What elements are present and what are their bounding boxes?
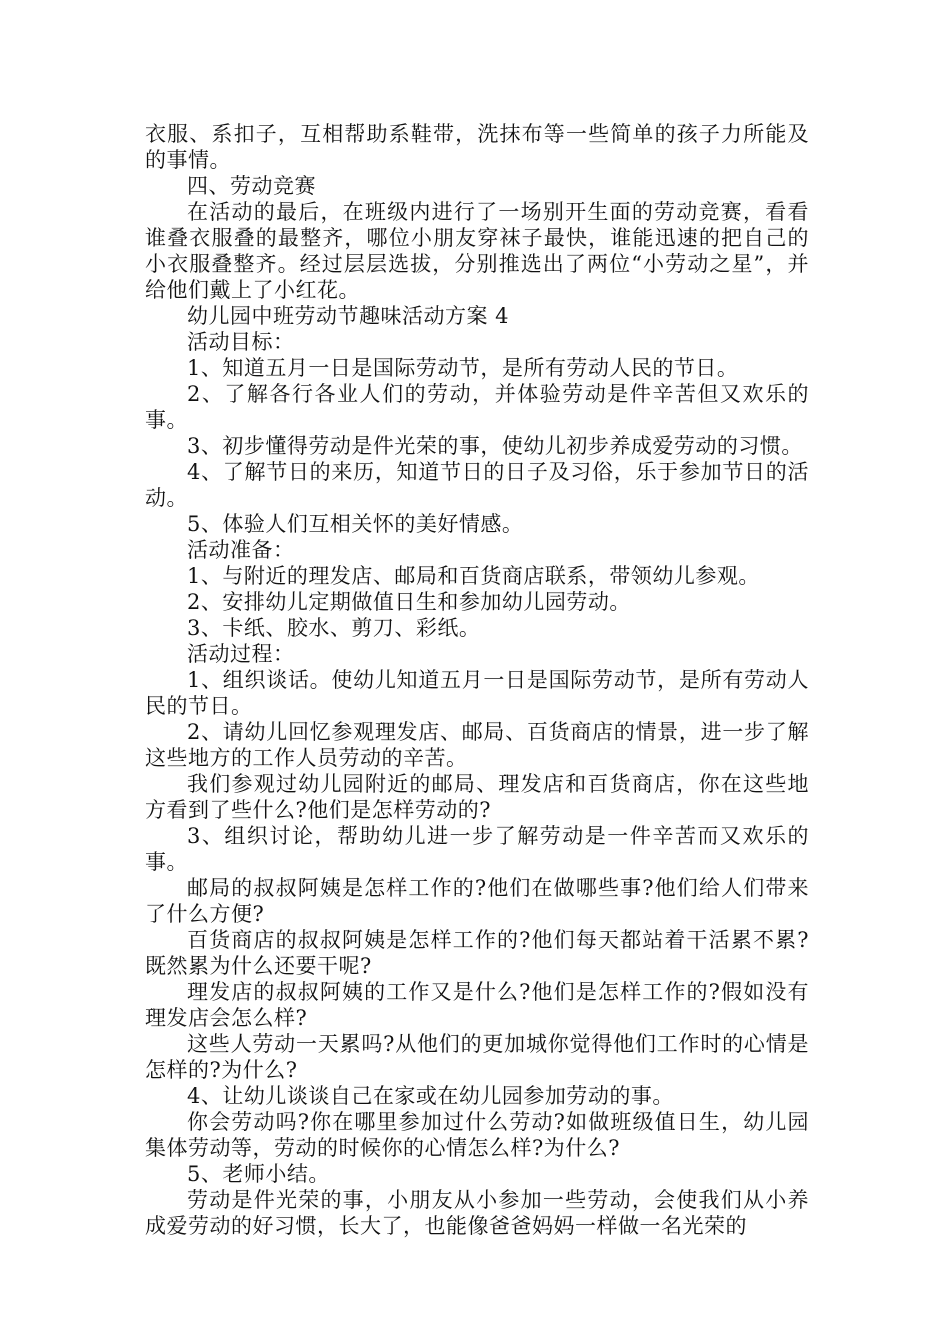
section-heading: 活动目标： xyxy=(187,330,295,354)
list-item: 4、了解节日的来历，知道节日的日子及习俗，乐于参加节日的活动。 xyxy=(145,460,809,510)
list-item: 1、组织谈话。使幼儿知道五月一日是国际劳动节，是所有劳动人民的节日。 xyxy=(145,668,809,718)
paragraph: 衣服、系扣子，互相帮助系鞋带，洗抹布等一些简单的孩子力所能及的事情。 xyxy=(145,122,809,172)
paragraph: 邮局的叔叔阿姨是怎样工作的?他们在做哪些事?他们给人们带来了什么方便? xyxy=(145,876,809,926)
paragraph: 在活动的最后，在班级内进行了一场别开生面的劳动竞赛，看看谁叠衣服叠的最整齐，哪位小朋友穿袜子最快，谁能迅速的把自己的小衣服叠整齐。经过层层选拔，分别推选出了两位“小劳动之星”，并给他们戴上了小红花。 xyxy=(145,200,809,302)
paragraph: 你会劳动吗?你在哪里参加过什么劳动?如做班级值日生，幼儿园集体劳动等，劳动的时候你的心情怎么样?为什么? xyxy=(145,1110,809,1160)
document-body xyxy=(145,121,809,1239)
list-item: 1、知道五月一日是国际劳动节，是所有劳动人民的节日。 xyxy=(187,356,739,380)
list-item: 4、让幼儿谈谈自己在家或在幼儿园参加劳动的事。 xyxy=(187,1084,674,1108)
list-item: 2、请幼儿回忆参观理发店、邮局、百货商店的情景，进一步了解这些地方的工作人员劳动的辛苦。 xyxy=(145,720,809,770)
list-item: 5、体验人们互相关怀的美好情感。 xyxy=(187,512,524,536)
list-item: 3、初步懂得劳动是件光荣的事，使幼儿初步养成爱劳动的习惯。 xyxy=(187,434,803,458)
section-heading: 活动准备： xyxy=(187,538,295,562)
paragraph: 这些人劳动一天累吗?从他们的更加城你觉得他们工作时的心情是怎样的?为什么? xyxy=(145,1032,809,1082)
list-item: 3、卡纸、胶水、剪刀、彩纸。 xyxy=(187,616,481,640)
list-item: 1、与附近的理发店、邮局和百货商店联系，带领幼儿参观。 xyxy=(187,564,760,588)
section-heading: 四、劳动竞赛 xyxy=(187,174,316,198)
paragraph: 百货商店的叔叔阿姨是怎样工作的?他们每天都站着干活累不累?既然累为什么还要干呢? xyxy=(145,928,809,978)
list-item: 2、安排幼儿定期做值日生和参加幼儿园劳动。 xyxy=(187,590,631,614)
plan-title: 幼儿园中班劳动节趣味活动方案 4 xyxy=(187,304,510,328)
paragraph: 我们参观过幼儿园附近的邮局、理发店和百货商店，你在这些地方看到了些什么?他们是怎样劳动的? xyxy=(145,772,809,822)
section-heading: 活动过程： xyxy=(187,642,295,666)
list-item: 5、老师小结。 xyxy=(187,1162,330,1186)
paragraph: 劳动是件光荣的事，小朋友从小参加一些劳动，会使我们从小养成爱劳动的好习惯，长大了，也能像爸爸妈妈一样做一名光荣的 xyxy=(145,1188,809,1238)
list-item: 3、组织讨论，帮助幼儿进一步了解劳动是一件辛苦而又欢乐的事。 xyxy=(145,824,809,874)
paragraph: 理发店的叔叔阿姨的工作又是什么?他们是怎样工作的?假如没有理发店会怎么样? xyxy=(145,980,809,1030)
list-item: 2、了解各行各业人们的劳动，并体验劳动是件辛苦但又欢乐的事。 xyxy=(145,382,809,432)
